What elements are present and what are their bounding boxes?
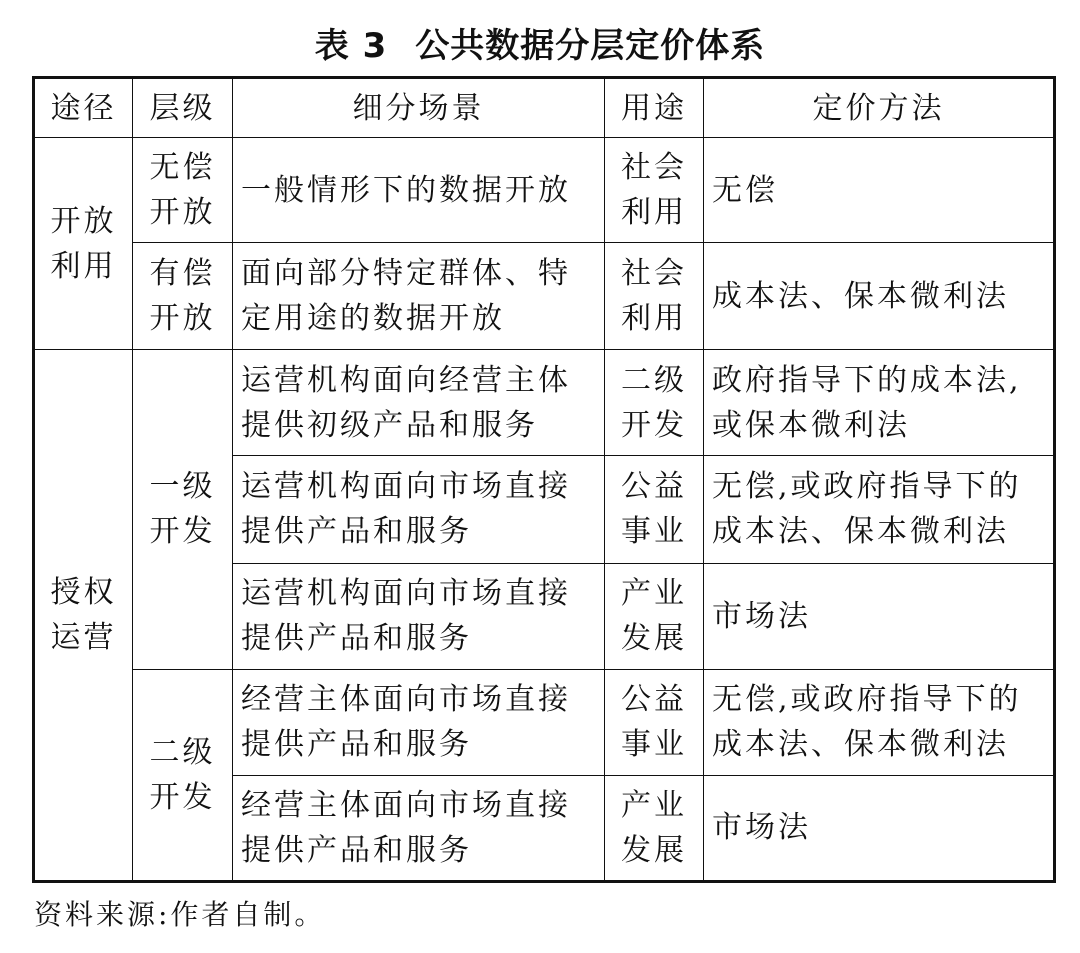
use-cell: 产业 发展 <box>605 775 704 881</box>
pricing-cell: 无偿,或政府指导下的成本法、保本微利法 <box>704 669 1055 775</box>
scene-cell: 面向部分特定群体、特定用途的数据开放 <box>233 243 605 350</box>
use-cell: 公益 事业 <box>605 669 704 775</box>
level-cell: 一级 开发 <box>133 350 233 669</box>
pathway-cell: 授权 运营 <box>34 350 133 882</box>
scene-cell: 经营主体面向市场直接提供产品和服务 <box>233 669 605 775</box>
level-cell: 有偿 开放 <box>133 243 233 350</box>
scene-cell: 运营机构面向经营主体提供初级产品和服务 <box>233 350 605 456</box>
pricing-cell: 无偿 <box>704 138 1055 243</box>
table-row <box>34 138 1055 243</box>
table-row <box>34 243 1055 350</box>
use-cell: 社会 利用 <box>605 243 704 350</box>
use-cell: 公益 事业 <box>605 456 704 563</box>
use-cell: 二级 开发 <box>605 350 704 456</box>
table-row <box>34 669 1055 775</box>
pricing-cell: 无偿,或政府指导下的成本法、保本微利法 <box>704 456 1055 563</box>
pricing-table <box>32 76 1056 883</box>
table-caption: 公共数据分层定价体系 <box>415 26 766 66</box>
scene-cell: 一般情形下的数据开放 <box>233 138 605 243</box>
table-number: 表 3 <box>314 26 388 66</box>
pricing-cell: 政府指导下的成本法,或保本微利法 <box>704 350 1055 456</box>
scene-cell: 运营机构面向市场直接提供产品和服务 <box>233 456 605 563</box>
table-row <box>34 350 1055 456</box>
use-cell: 社会 利用 <box>605 138 704 243</box>
source-note: 资料来源:作者自制。 <box>34 898 326 931</box>
use-cell: 产业 发展 <box>605 563 704 669</box>
header-pricing: 定价方法 <box>704 78 1055 138</box>
pricing-cell: 成本法、保本微利法 <box>704 243 1055 350</box>
pricing-cell: 市场法 <box>704 563 1055 669</box>
level-cell: 无偿 开放 <box>133 138 233 243</box>
pricing-cell: 市场法 <box>704 775 1055 881</box>
level-cell: 二级 开发 <box>133 669 233 881</box>
header-scene: 细分场景 <box>233 78 605 138</box>
scene-cell: 运营机构面向市场直接提供产品和服务 <box>233 563 605 669</box>
header-row <box>34 78 1055 138</box>
table-title <box>0 18 1080 67</box>
header-level: 层级 <box>133 78 233 138</box>
header-pathway: 途径 <box>34 78 133 138</box>
scene-cell: 经营主体面向市场直接提供产品和服务 <box>233 775 605 881</box>
header-use: 用途 <box>605 78 704 138</box>
pathway-cell: 开放 利用 <box>34 138 133 350</box>
